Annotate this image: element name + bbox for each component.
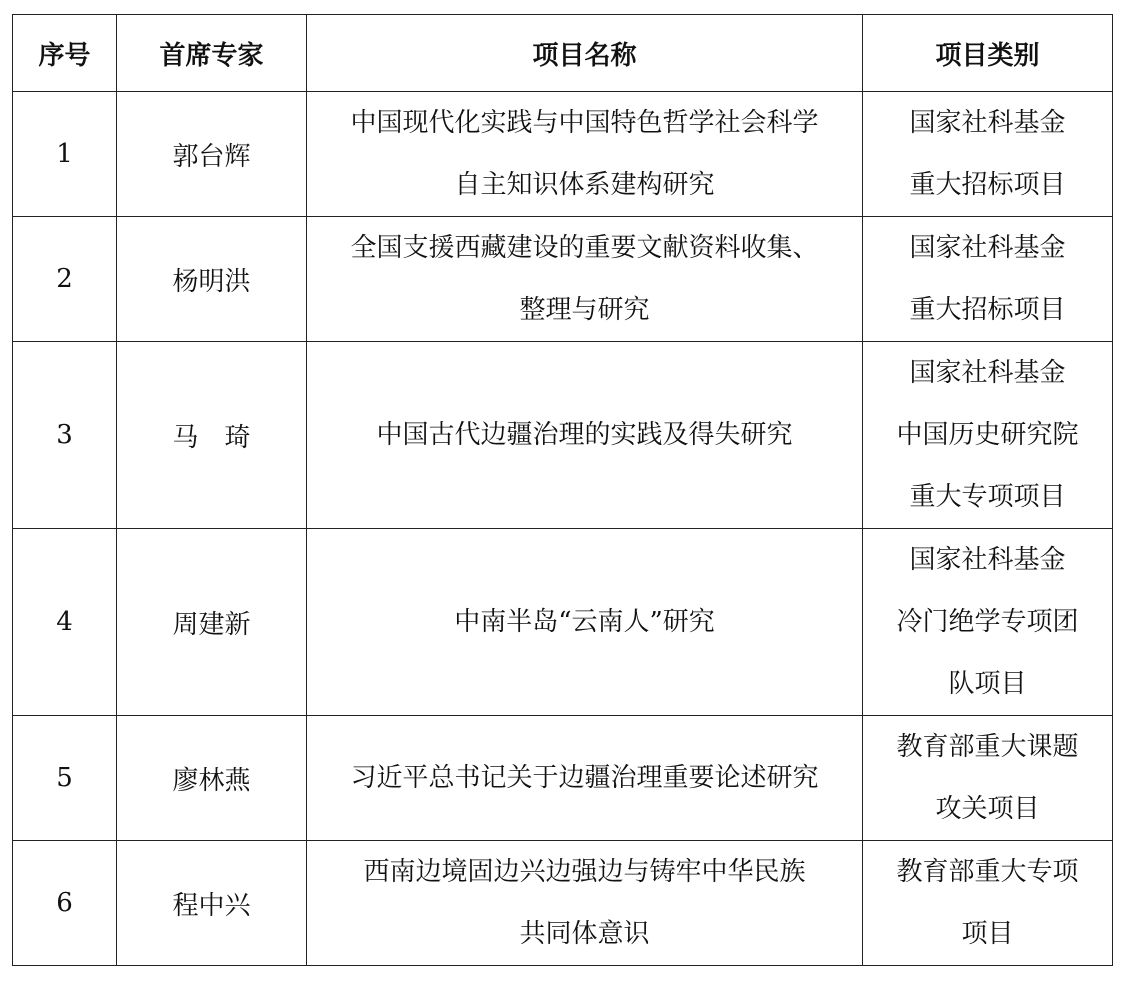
project-type-line: 重大招标项目 (909, 170, 1066, 200)
project-name-line: 共同体意识 (519, 919, 650, 949)
header-project-name: 项目名称 (307, 15, 863, 92)
project-type-line: 国家社科基金 (909, 108, 1066, 138)
row-project-type (863, 841, 1113, 966)
row-expert: 程中兴 (117, 841, 307, 966)
row-project-type (863, 716, 1113, 841)
row-project-type (863, 529, 1113, 716)
row-project-name (307, 529, 863, 716)
row-project-type (863, 92, 1113, 217)
table-row (13, 342, 1113, 529)
project-type-line: 国家社科基金 (909, 545, 1066, 575)
project-name-line: 习近平总书记关于边疆治理重要论述研究 (350, 763, 819, 793)
project-type-line: 项目 (961, 919, 1014, 949)
project-type-line: 国家社科基金 (909, 233, 1066, 263)
row-project-name (307, 841, 863, 966)
row-seq: 2 (13, 217, 117, 342)
header-expert: 首席专家 (117, 15, 307, 92)
row-seq: 5 (13, 716, 117, 841)
row-project-name (307, 342, 863, 529)
table-row (13, 716, 1113, 841)
row-project-name (307, 716, 863, 841)
row-seq: 4 (13, 529, 117, 716)
header-seq: 序号 (13, 15, 117, 92)
project-type-line: 教育部重大课题 (896, 732, 1079, 762)
project-name-line: 自主知识体系建构研究 (454, 170, 715, 200)
header-project-type: 项目类别 (863, 15, 1113, 92)
row-expert: 廖林燕 (117, 716, 307, 841)
project-type-line: 冷门绝学专项团 (896, 607, 1079, 637)
project-name-line: 中国古代边疆治理的实践及得失研究 (376, 420, 793, 450)
project-name-line: 西南边境固边兴边强边与铸牢中华民族 (363, 857, 806, 887)
project-type-line: 中国历史研究院 (896, 420, 1079, 450)
project-name-line: 整理与研究 (519, 295, 650, 325)
project-type-line: 攻关项目 (935, 794, 1040, 824)
row-seq: 1 (13, 92, 117, 217)
project-name-line: 全国支援西藏建设的重要文献资料收集、 (350, 233, 819, 263)
table-row (13, 217, 1113, 342)
table-row (13, 529, 1113, 716)
row-project-type (863, 342, 1113, 529)
projects-table (12, 14, 1113, 966)
row-expert: 杨明洪 (117, 217, 307, 342)
row-project-name (307, 217, 863, 342)
row-expert: 周建新 (117, 529, 307, 716)
row-seq: 6 (13, 841, 117, 966)
row-project-name (307, 92, 863, 217)
project-type-line: 教育部重大专项 (896, 857, 1079, 887)
project-name-line: 中国现代化实践与中国特色哲学社会科学 (350, 108, 819, 138)
row-expert: 郭台辉 (117, 92, 307, 217)
row-project-type (863, 217, 1113, 342)
table-row (13, 92, 1113, 217)
row-expert: 马 琦 (117, 342, 307, 529)
project-type-line: 重大专项项目 (909, 482, 1066, 512)
project-name-line: 中南半岛“云南人”研究 (454, 607, 715, 637)
table-header-row (13, 15, 1113, 92)
project-type-line: 国家社科基金 (909, 358, 1066, 388)
table-row (13, 841, 1113, 966)
row-seq: 3 (13, 342, 117, 529)
project-type-line: 队项目 (948, 669, 1027, 699)
project-type-line: 重大招标项目 (909, 295, 1066, 325)
